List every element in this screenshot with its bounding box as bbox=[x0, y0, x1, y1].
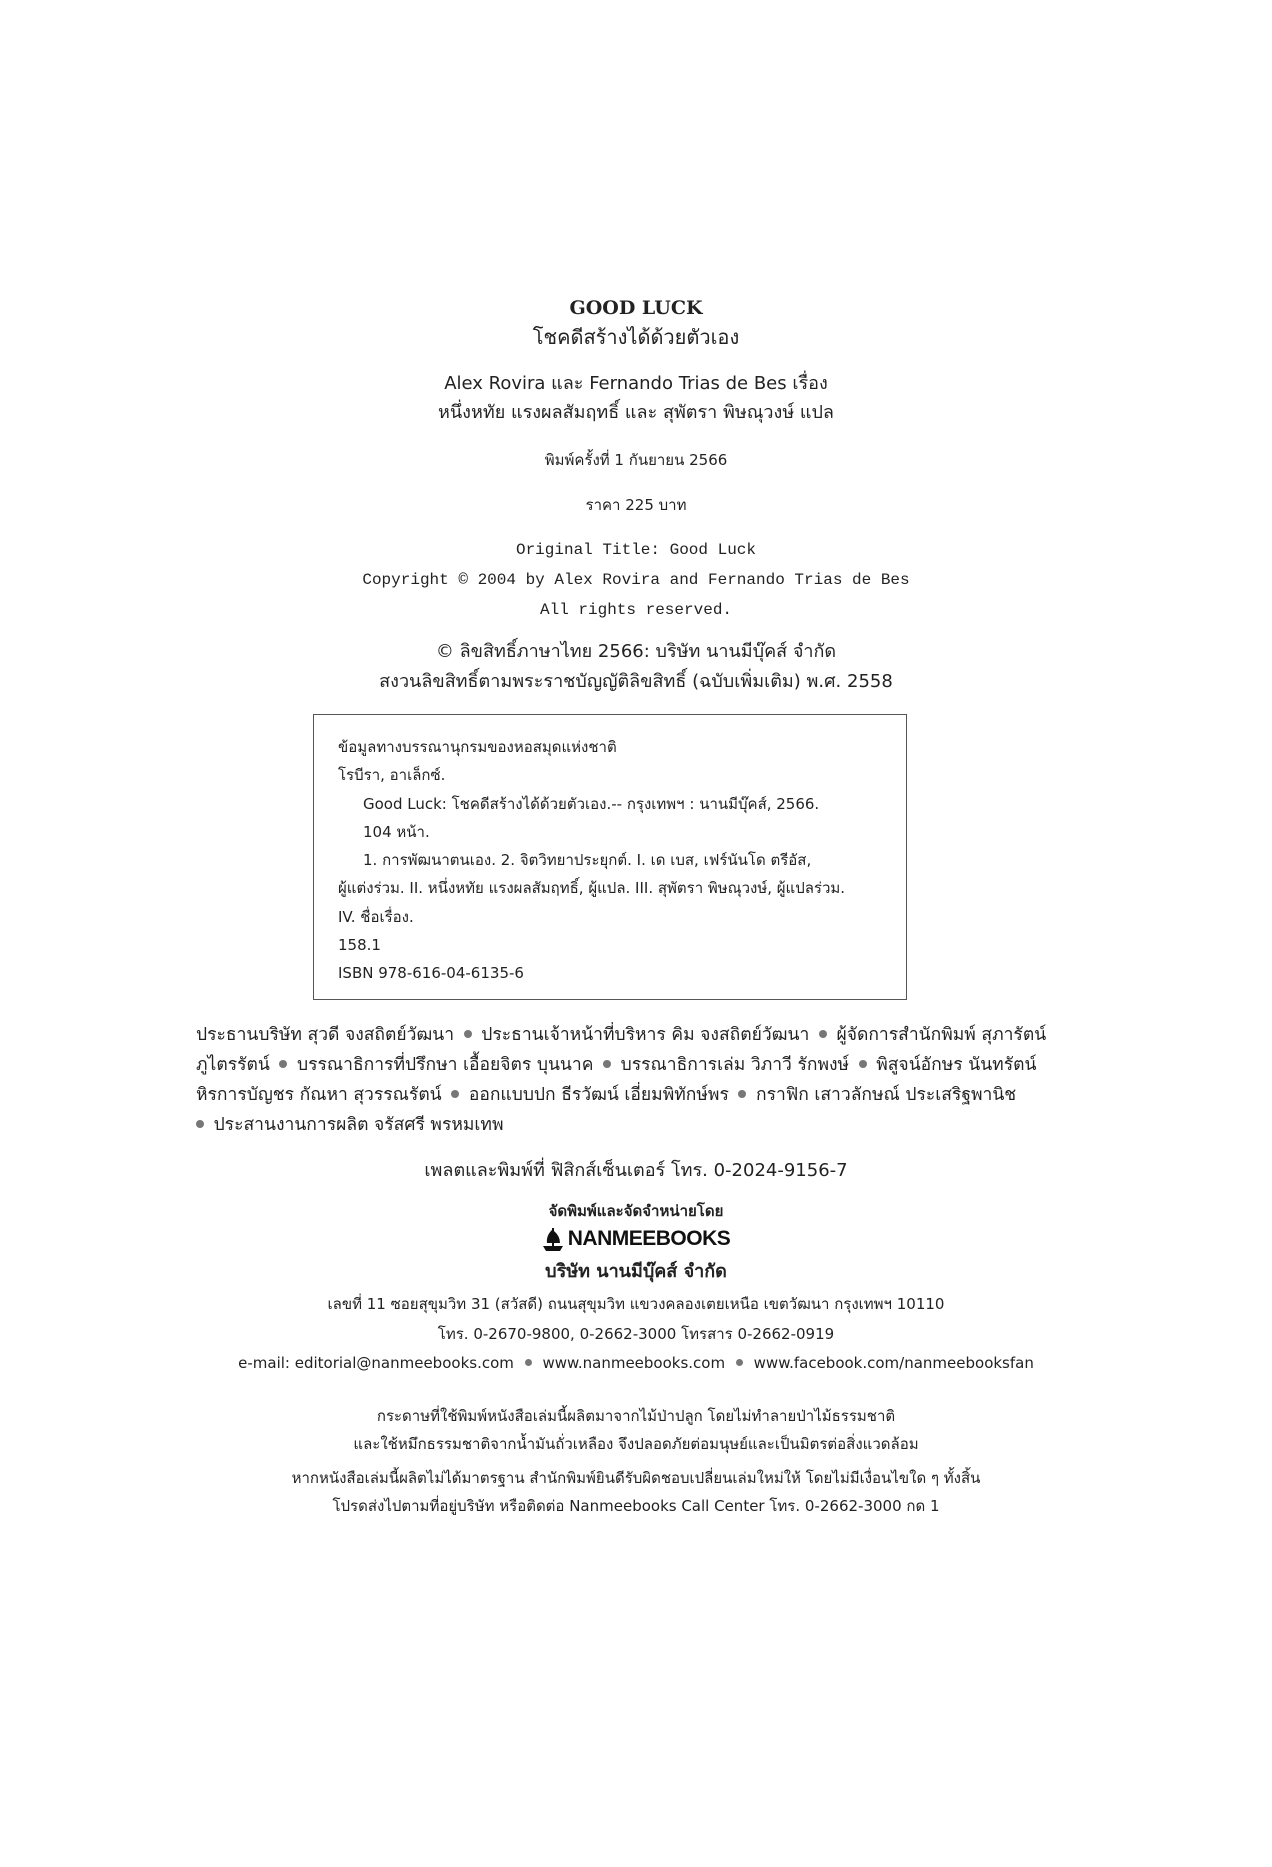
cip-subjects-2: ผู้แต่งร่วม. II. หนึ่งหทัย แรงผลสัมฤทธิ์, ผู้แปล. III. สุพัตรา พิษณุวงษ์, ผู้แปลร่วม. bbox=[338, 879, 846, 898]
contact-line bbox=[0, 1351, 1272, 1375]
bullet-dot bbox=[451, 1090, 459, 1098]
ship-logo-icon bbox=[542, 1226, 564, 1252]
staff-line-4 bbox=[196, 1110, 1076, 1140]
book-title-en: GOOD LUCK bbox=[569, 297, 703, 319]
cip-isbn: ISBN 978-616-04-6135-6 bbox=[338, 964, 524, 983]
defect-notice-2: โปรดส่งไปตามที่อยู่บริษัท หรือติดต่อ Nanmeebooks Call Center โทร. 0-2662-3000 กด 1 bbox=[332, 1497, 940, 1515]
bullet-dot bbox=[859, 1060, 867, 1068]
paper-notice-2: และใช้หมึกธรรมชาติจากน้ำมันถั่วเหลือง จึงปลอดภัยต่อมนุษย์และเป็นมิตรต่อสิ่งแวดล้อม bbox=[353, 1435, 919, 1453]
paper-notice-1: กระดาษที่ใช้พิมพ์หนังสือเล่มนี้ผลิตมาจากไม้ป่าปลูก โดยไม่ทำลายป่าไม้ธรรมชาติ bbox=[376, 1407, 896, 1425]
bullet-dot bbox=[819, 1030, 827, 1038]
staff-cover-design: ออกแบบปก ธีรวัฒน์ เอี่ยมพิทักษ์พร bbox=[468, 1085, 729, 1105]
rights-line: All rights reserved. bbox=[539, 601, 733, 619]
publisher-logo bbox=[0, 1224, 1272, 1254]
staff-accounting: หิรการบัญชร กัณหา สุวรรณรัตน์ bbox=[196, 1085, 442, 1105]
bullet-dot bbox=[525, 1359, 532, 1366]
cip-subjects-1: 1. การพัฒนาตนเอง. 2. จิตวิทยาประยุกต์. I. เด เบส, เฟร์นันโด ตรีอัส, bbox=[363, 851, 812, 870]
cip-pages: 104 หน้า. bbox=[363, 822, 430, 841]
authors-line: Alex Rovira และ Fernando Trias de Bes เรื่อง bbox=[444, 373, 828, 394]
published-by-label: จัดพิมพ์และจัดจำหน่ายโดย bbox=[548, 1202, 724, 1220]
bullet-dot bbox=[464, 1030, 472, 1038]
company-phones: โทร. 0-2670-9800, 0-2662-3000 โทรสาร 0-2662-0919 bbox=[437, 1325, 835, 1343]
staff-book-editor: บรรณาธิการเล่ม วิภาวี รักพงษ์ bbox=[620, 1055, 850, 1075]
staff-ceo: ประธานเจ้าหน้าที่บริหาร คิม จงสถิตย์วัฒนา bbox=[481, 1025, 810, 1045]
contact-website: www.nanmeebooks.com bbox=[542, 1354, 726, 1372]
staff-line-2 bbox=[196, 1050, 1076, 1080]
cip-title-line: Good Luck: โชคดีสร้างได้ด้วยตัวเอง.-- กรุงเทพฯ : นานมีบุ๊คส์, 2566. bbox=[363, 794, 820, 813]
bullet-dot bbox=[603, 1060, 611, 1068]
book-title-th: โชคดีสร้างได้ด้วยตัวเอง bbox=[532, 325, 740, 349]
cip-heading: ข้อมูลทางบรรณานุกรมของหอสมุดแห่งชาติ bbox=[338, 738, 617, 756]
staff-graphics: กราฟิก เสาวลักษณ์ ประเสริฐพานิช bbox=[756, 1085, 1017, 1105]
staff-president: ประธานบริษัท สุวดี จงสถิตย์วัฒนา bbox=[196, 1025, 455, 1045]
original-title: Original Title: Good Luck bbox=[515, 541, 757, 559]
price-line: ราคา 225 บาท bbox=[585, 496, 687, 514]
copyright-line: Copyright © 2004 by Alex Rovira and Fernando Trias de Bes bbox=[362, 571, 910, 589]
cip-author: โรบีรา, อาเล็กซ์. bbox=[338, 766, 446, 785]
cip-box bbox=[313, 714, 907, 1000]
staff-production: ประสานงานการผลิต จรัสศรี พรหมเทพ bbox=[213, 1115, 504, 1135]
defect-notice-1: หากหนังสือเล่มนี้ผลิตไม่ได้มาตรฐาน สำนักพิมพ์ยินดีรับผิดชอบเปลี่ยนเล่มใหม่ให้ โดยไม่มีเงื่อนไขใด ๆ ทั้งสิ้น bbox=[291, 1469, 981, 1487]
bullet-dot bbox=[736, 1359, 743, 1366]
staff-publishing-manager: ผู้จัดการสำนักพิมพ์ สุภารัตน์ bbox=[836, 1025, 1047, 1045]
printer-line: เพลตและพิมพ์ที่ ฟิสิกส์เซ็นเตอร์ โทร. 0-2024-9156-7 bbox=[424, 1160, 848, 1181]
thai-copyright-line: © ลิขสิทธิ์ภาษาไทย 2566: บริษัท นานมีบุ๊คส์ จำกัด bbox=[435, 641, 837, 662]
contact-facebook: www.facebook.com/nanmeebooksfan bbox=[753, 1354, 1034, 1372]
contact-email: e-mail: editorial@nanmeebooks.com bbox=[238, 1354, 514, 1372]
bullet-dot bbox=[279, 1060, 287, 1068]
publisher-logo-text: NANMEEBOOKS bbox=[567, 1227, 731, 1250]
company-address: เลขที่ 11 ซอยสุขุมวิท 31 (สวัสดี) ถนนสุขุมวิท แขวงคลองเตยเหนือ เขตวัฒนา กรุงเทพฯ 10110 bbox=[327, 1295, 945, 1313]
staff-manager-surname: ภูไตรรัตน์ bbox=[196, 1055, 270, 1075]
bullet-dot bbox=[738, 1090, 746, 1098]
staff-line-3 bbox=[196, 1080, 1076, 1110]
cip-subjects-3: IV. ชื่อเรื่อง. bbox=[338, 907, 414, 926]
staff-line-1 bbox=[196, 1020, 1076, 1050]
thai-rights-line: สงวนลิขสิทธิ์ตามพระราชบัญญัติลิขสิทธิ์ (ฉบับเพิ่มเติม) พ.ศ. 2558 bbox=[379, 671, 893, 692]
bullet-dot bbox=[196, 1120, 204, 1128]
staff-consulting-editor: บรรณาธิการที่ปรึกษา เอื้อยจิตร บุนนาค bbox=[296, 1055, 594, 1075]
cip-class-number: 158.1 bbox=[338, 936, 381, 955]
translators-line: หนึ่งหทัย แรงผลสัมฤทธิ์ และ สุพัตรา พิษณุวงษ์ แปล bbox=[438, 402, 834, 423]
edition-line: พิมพ์ครั้งที่ 1 กันยายน 2566 bbox=[544, 451, 728, 469]
staff-proofreader: พิสูจน์อักษร นันทรัตน์ bbox=[876, 1055, 1037, 1075]
staff-credits bbox=[196, 1020, 1076, 1140]
company-name: บริษัท นานมีบุ๊คส์ จำกัด bbox=[545, 1261, 727, 1282]
